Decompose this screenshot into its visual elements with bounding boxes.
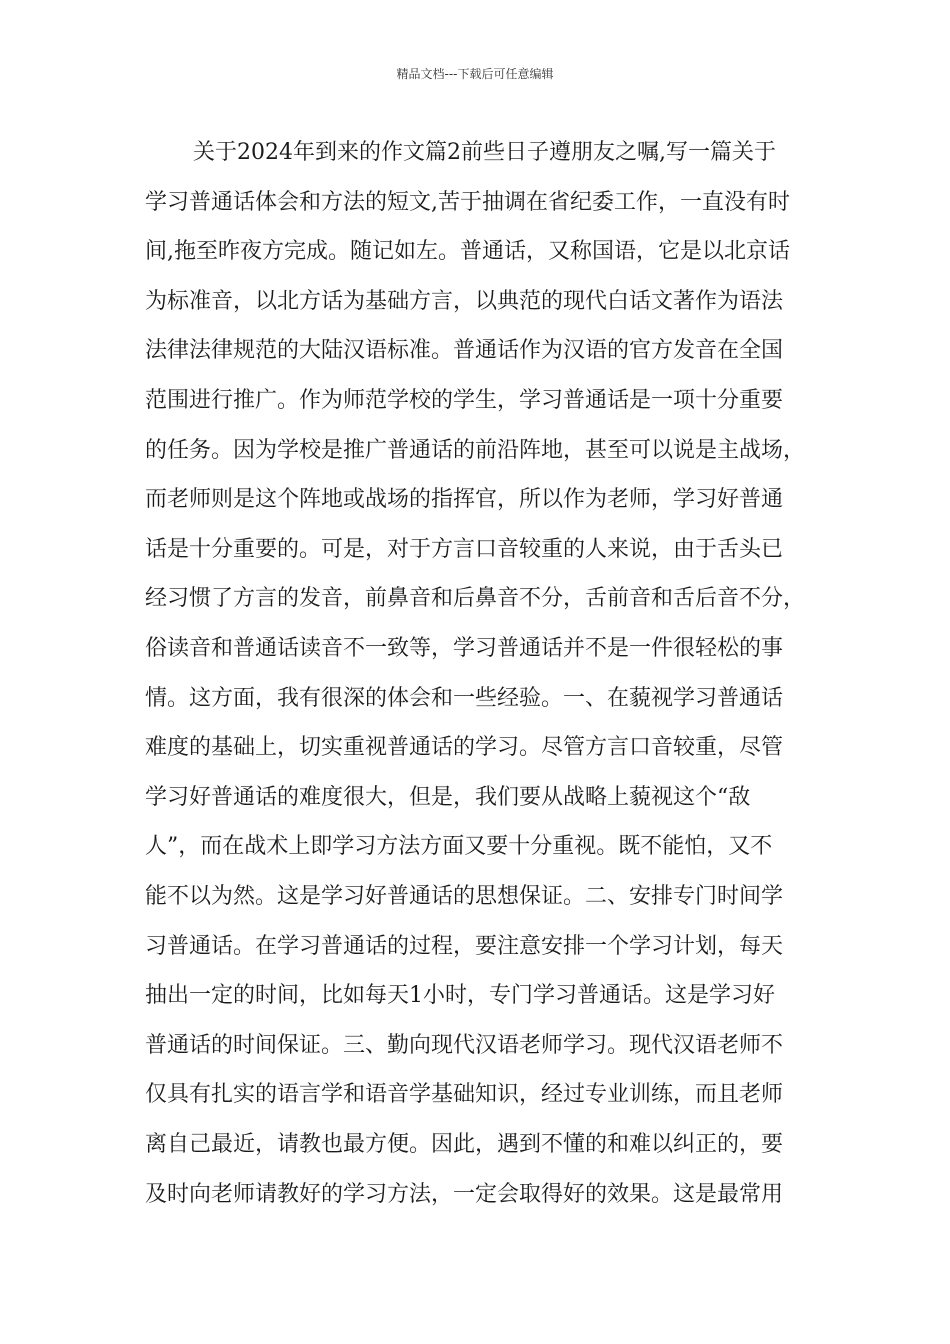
paragraph-line: 普通话的时间保证。三、勤向现代汉语老师学习。现代汉语老师不 — [145, 1032, 784, 1058]
paragraph-line: 离自己最近，请教也最方便。因此，遇到不懂的和难以纠正的，要 — [145, 1132, 784, 1157]
paragraph-line: 能不以为然。这是学习好普通话的思想保证。二、安排专门时间学 — [145, 884, 784, 909]
paragraph-line: 范围进行推广。作为师范学校的学生，学习普通话是一项十分重要 — [145, 388, 784, 413]
paragraph-line: 及时向老师请教好的学习方法，一定会取得好的效果。这是最常用 — [145, 1181, 784, 1207]
paragraph-line: 人”，而在战术上即学习方法方面又要十分重视。既不能怕，又不 — [145, 834, 773, 860]
paragraph-line: 关于2024年到来的作文篇2前些日子遵朋友之嘱,写一篇关于 — [193, 140, 776, 165]
paragraph-line: 话是十分重要的。可是，对于方言口音较重的人来说，由于舌头已 — [145, 536, 784, 562]
paragraph-line: 情。这方面，我有很深的体会和一些经验。一、在藐视学习普通话 — [145, 685, 784, 711]
paragraph-line: 而老师则是这个阵地或战场的指挥官，所以作为老师，学习好普通 — [145, 487, 784, 513]
paragraph-line: 间,拖至昨夜方完成。随记如左。普通话，又称国语，它是以北京话 — [145, 239, 790, 265]
paragraph-line: 难度的基础上，切实重视普通话的学习。尽管方言口音较重，尽管 — [145, 735, 784, 761]
paragraph-line: 仅具有扎实的语言学和语音学基础知识，经过专业训练，而且老师 — [145, 1082, 784, 1108]
paragraph-line: 学习好普通话的难度很大，但是，我们要从战略上藐视这个“敌 — [145, 784, 751, 810]
paragraph-line: 法律法律规范的大陆汉语标准。普通话作为汉语的官方发音在全国 — [145, 338, 784, 364]
page-header: 精品文档---下载后可任意编辑 — [396, 67, 554, 81]
paragraph-line: 经习惯了方言的发音，前鼻音和后鼻音不分，舌前音和舌后音不分， — [145, 586, 806, 612]
paragraph-line: 俗读音和普通话读音不一致等，学习普通话并不是一件很轻松的事 — [145, 636, 784, 661]
paragraph-line: 为标准音，以北方话为基础方言，以典范的现代白话文著作为语法 — [145, 288, 784, 314]
paragraph-line: 抽出一定的时间，比如每天1小时，专门学习普通话。这是学习好 — [145, 983, 775, 1009]
paragraph-line: 学习普通话体会和方法的短文,苦于抽调在省纪委工作，一直没有时 — [145, 189, 790, 215]
paragraph-line: 的任务。因为学校是推广普通话的前沿阵地，甚至可以说是主战场， — [145, 437, 806, 463]
paragraph-line: 习普通话。在学习普通话的过程，要注意安排一个学习计划，每天 — [145, 933, 784, 959]
